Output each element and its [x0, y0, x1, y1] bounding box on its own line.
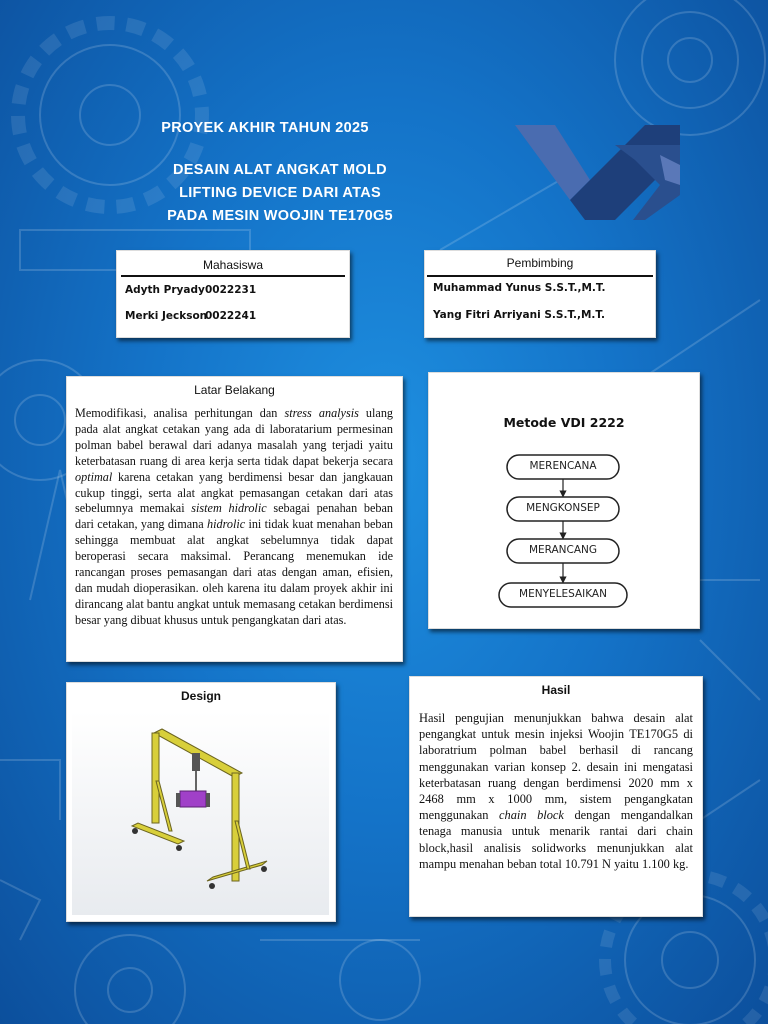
title-line-1: DESAIN ALAT ANGKAT MOLD — [173, 162, 387, 178]
design-render — [72, 711, 329, 915]
latar-em-1: stress analysis — [284, 406, 359, 420]
pembimbing-name-2: Yang Fitri Arriyani S.S.T.,M.T. — [433, 309, 605, 321]
mahasiswa-card — [116, 250, 350, 338]
mold-block — [180, 791, 206, 807]
project-year-line: PROYEK AKHIR TAHUN 2025 — [161, 120, 369, 136]
latar-text-3: karena cetakan yang berdimensi besar dan jangkauan cukup tinggi, serta alat angkat pemasangan cetakan dari atas sebelumnya memakai — [75, 469, 393, 516]
step-label-4: MENYELESAIKAN — [519, 588, 607, 600]
latar-text-5: ini tidak kuat menahan beban sehingga membuat alat angkat sebelumnya tidak dapat beroperasi secara maksimal. Perancang menemukan ide rancangan proses pemasangan dari atas dengan aman, efisien, dan mudah dioperasikan. oleh karena itu dalam proyek akhir ini dirancang alat bantu angkat untuk memasang cetakan berdimensi besar yang dibuat khusus untuk pengangkatan dari atas. — [75, 517, 393, 627]
hasil-heading: Hasil — [541, 683, 571, 697]
latar-belakang-heading: Latar Belakang — [194, 383, 275, 397]
latar-text-2: ulang pada alat angkat cetakan yang ada di laboratarium permesinan polman babel berawal dari adanya masalah yang terjadi yaitu keterbatasan ruang di area kerja serta tidak dapat bekerja secara — [75, 406, 394, 468]
step-label-1: MERENCANA — [529, 460, 597, 472]
left-leg — [152, 733, 159, 823]
latar-belakang-card — [66, 376, 403, 662]
mahasiswa-nim-1: 0022231 — [205, 284, 257, 296]
mahasiswa-name-2: Merki Jeckson — [125, 310, 208, 322]
latar-em-4: hidrolic — [207, 517, 246, 532]
latar-em-3: sistem hidrolic — [191, 501, 267, 516]
title-line-2: LIFTING DEVICE DARI ATAS — [179, 185, 381, 201]
latar-text-1: Memodifikasi, analisa perhitungan dan — [75, 406, 285, 420]
hasil-text-2: dengan mengandalkan tenaga manusia untuk menarik rantai dari chain block,hasil analisis solidworks menunjukkan alat mampu menahan beban total 10.791 N yaitu 1.100 kg. — [419, 808, 693, 871]
step-label-3: MERANCANG — [528, 544, 598, 556]
chain-block — [192, 753, 200, 771]
metode-heading: Metode VDI 2222 — [503, 415, 625, 430]
poster-title — [115, 159, 445, 228]
mahasiswa-nim-2: 0022241 — [205, 310, 257, 322]
hasil-text-1: Hasil pengujian menunjukkan bahwa desain alat pengangkat untuk mesin injeksi Woojin TE170G5 di laboratrium polman babel berhasil di rancang menggunakan varian konsep 2. desain ini mengatasi keterbatasan ruang dengan berdimensi 2020 mm x 2468 mm x 1000 mm, sistem pengangkatan menggunakan — [419, 711, 693, 823]
mahasiswa-divider — [121, 275, 345, 277]
latar-em-2: optimal — [75, 469, 113, 484]
mahasiswa-heading: Mahasiswa — [202, 258, 264, 272]
pembimbing-heading: Pembimbing — [506, 256, 574, 270]
left-base — [132, 823, 184, 844]
design-heading: Design — [180, 689, 221, 703]
metode-card — [428, 372, 700, 629]
hasil-card — [409, 676, 703, 917]
step-label-2: MENGKONSEP — [526, 502, 600, 514]
institution-logo — [515, 125, 680, 225]
latar-belakang-text — [75, 406, 393, 629]
pembimbing-name-1: Muhammad Yunus S.S.T.,M.T. — [433, 282, 606, 294]
latar-text-4: sebagai penahan beban dari cetakan, yang dimana — [75, 501, 393, 532]
hasil-em-1: chain block — [499, 808, 564, 823]
title-line-3: PADA MESIN WOOJIN TE170G5 — [167, 208, 393, 224]
pembimbing-card — [424, 250, 656, 338]
design-card — [66, 682, 336, 922]
mahasiswa-name-1: Adyth Pryady — [125, 284, 205, 296]
pembimbing-divider — [427, 275, 653, 277]
hasil-text — [419, 710, 693, 872]
gantry-crane-render — [72, 711, 329, 915]
